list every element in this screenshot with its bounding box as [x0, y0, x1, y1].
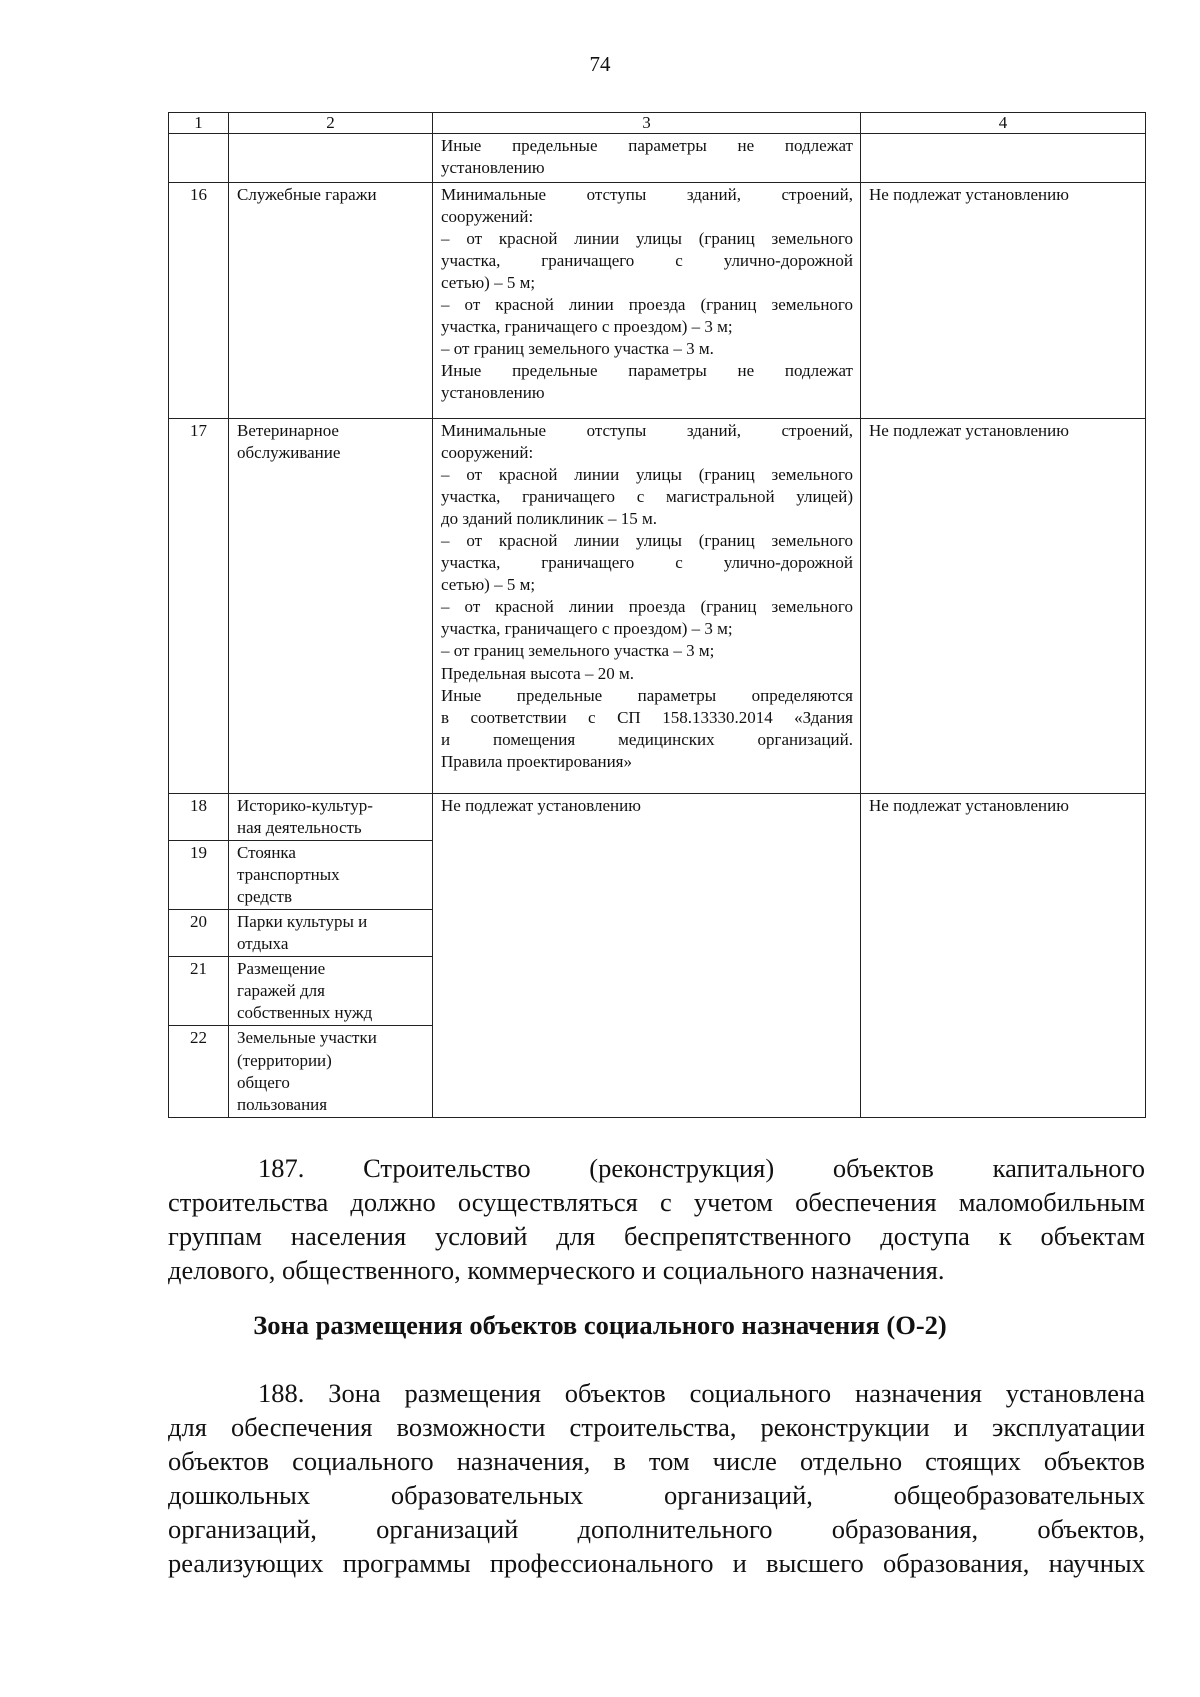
table-row — [169, 418, 1146, 793]
text-line: Иные предельные параметры определяются — [441, 685, 853, 705]
text-line: Иные предельные параметры не подлежат — [441, 135, 853, 155]
text-line: участка, граничащего с проездом) – 3 м; — [441, 619, 733, 639]
text-line: Правила проектирования» — [441, 751, 633, 771]
text-line: – от красной линии проезда (границ земельного — [441, 597, 853, 617]
row-params-cell — [433, 133, 861, 182]
text-line: сооружений: — [441, 442, 534, 462]
row-params-cell — [433, 418, 861, 793]
text-line: объектов социального назначения, в том числе отдельно стоящих объектов — [168, 1446, 1145, 1476]
text-line: – от границ земельного участка – 3 м; — [441, 641, 715, 661]
table-row — [169, 182, 1146, 418]
text-line: 187. Строительство (реконструкция) объектов капитального — [258, 1153, 1145, 1183]
text-line: участка, граничащего с улично-дорожной — [441, 553, 853, 573]
row-col4-cell: Не подлежат установлению — [861, 418, 1146, 793]
row-params-cell — [433, 182, 861, 418]
header-cell: 1 — [169, 113, 229, 134]
text-line: в соответствии с СП 158.13330.2014 «Здания — [441, 707, 853, 727]
text-line: – от границ земельного участка – 3 м. — [441, 339, 714, 359]
text-line: Парки культуры и — [237, 912, 368, 932]
header-cell: 4 — [861, 113, 1146, 134]
text-line: средств — [237, 886, 293, 906]
text-line: и помещения медицинских организаций. — [441, 729, 853, 749]
page-number: 74 — [589, 52, 611, 76]
text-line: дошкольных образовательных организаций, общеобразовательных — [168, 1480, 1145, 1510]
row-name-cell — [229, 1026, 433, 1117]
row-number-cell: 19 — [169, 840, 229, 909]
text-line: 188. Зона размещения объектов социального назначения установлена — [258, 1378, 1145, 1408]
text-line: Стоянка — [237, 842, 296, 862]
text-line: установлению — [441, 383, 545, 403]
row-name-cell — [229, 910, 433, 957]
text-line: организаций, организаций дополнительного образования, объектов, — [168, 1514, 1145, 1544]
row-name-cell — [229, 793, 433, 840]
text-line: строительства должно осуществляться с учетом обеспечения маломобильным — [168, 1187, 1145, 1217]
merged-params-cell: Не подлежат установлению — [433, 793, 861, 1117]
text-line: участка, граничащего с проездом) – 3 м; — [441, 317, 733, 337]
text-line: – от красной линии улицы (границ земельного — [441, 531, 853, 551]
text-line: делового, общественного, коммерческого и социального назначения. — [168, 1255, 945, 1285]
row-col4-cell: Не подлежат установлению — [861, 182, 1146, 418]
text-line: сооружений: — [441, 206, 534, 226]
text-line: собственных нужд — [237, 1003, 373, 1023]
row-number-cell: 21 — [169, 957, 229, 1026]
text-line: Земельные участки — [237, 1028, 377, 1048]
text-line: – от красной линии проезда (границ земельного — [441, 295, 853, 315]
paragraph-188 — [168, 1376, 1145, 1580]
text-line: пользования — [237, 1094, 328, 1114]
row-number-cell: 17 — [169, 418, 229, 793]
text-line: сетью) – 5 м; — [441, 575, 536, 595]
row-number-cell: 18 — [169, 793, 229, 840]
text-line: сетью) – 5 м; — [441, 272, 536, 292]
text-line: Иные предельные параметры не подлежат — [441, 361, 853, 381]
text-line: (территории) — [237, 1050, 332, 1070]
row-name-cell — [229, 957, 433, 1026]
table-header-row — [169, 113, 1146, 134]
table-row-continued — [169, 133, 1146, 182]
row-name-cell — [229, 840, 433, 909]
text-line: ная деятельность — [237, 817, 362, 837]
text-line: – от красной линии улицы (границ земельного — [441, 228, 853, 248]
text-line: Минимальные отступы зданий, строений, — [441, 184, 853, 204]
text-line: обслуживание — [237, 442, 341, 462]
paragraph-187 — [168, 1151, 1145, 1287]
merged-col4-cell: Не подлежат установлению — [861, 793, 1146, 1117]
zoning-parameters-table — [168, 112, 1146, 1118]
text-line: транспортных — [237, 864, 340, 884]
text-line: общего — [237, 1072, 290, 1092]
text-line: реализующих программы профессионального и высшего образования, научных — [168, 1548, 1145, 1578]
table-row — [169, 793, 1146, 840]
text-line: для обеспечения возможности строительства, реконструкции и эксплуатации — [168, 1412, 1145, 1442]
text-line: отдыха — [237, 934, 289, 954]
text-line: Историко-культур- — [237, 795, 373, 815]
text-line: Размещение — [237, 959, 326, 979]
text-line: участка, граничащего с магистральной улицей) — [441, 486, 853, 506]
row-number-cell: 16 — [169, 182, 229, 418]
row-number-cell — [169, 133, 229, 182]
row-name-cell — [229, 418, 433, 793]
header-cell: 3 — [433, 113, 861, 134]
text-line: установлению — [441, 157, 545, 177]
text-line: – от красной линии улицы (границ земельного — [441, 464, 853, 484]
row-number-cell: 20 — [169, 910, 229, 957]
row-number-cell: 22 — [169, 1026, 229, 1117]
row-name-cell — [229, 133, 433, 182]
header-cell: 2 — [229, 113, 433, 134]
section-heading: Зона размещения объектов социального назначения (О-2) — [253, 1310, 947, 1340]
row-col4-cell — [861, 133, 1146, 182]
row-name-cell: Служебные гаражи — [229, 182, 433, 418]
text-line: Минимальные отступы зданий, строений, — [441, 420, 853, 440]
text-line: Предельная высота – 20 м. — [441, 663, 634, 683]
text-line: Ветеринарное — [237, 420, 339, 440]
text-line: участка, граничащего с улично-дорожной — [441, 250, 853, 270]
text-line: гаражей для — [237, 981, 325, 1001]
text-line: группам населения условий для беспрепятственного доступа к объектам — [168, 1221, 1145, 1251]
text-line: до зданий поликлиник – 15 м. — [441, 508, 658, 528]
